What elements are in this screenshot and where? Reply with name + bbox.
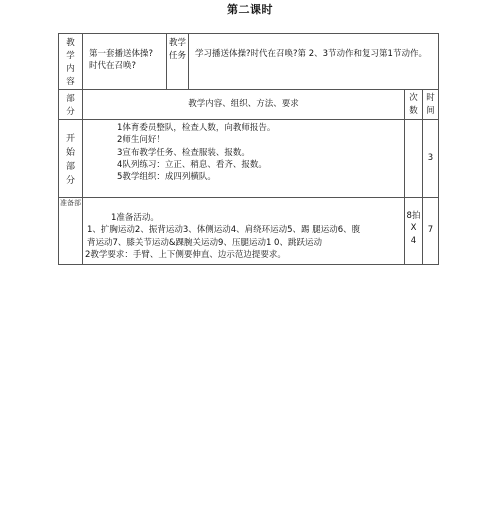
warmup-time: 7 xyxy=(423,198,439,265)
part-label: 部 分 xyxy=(59,90,83,120)
list-item: 5教学组织：成四列横队。 xyxy=(117,172,216,183)
count-label: 次 数 xyxy=(405,90,423,120)
header-row xyxy=(59,34,439,90)
opening-count xyxy=(405,120,423,198)
task-text: 学习播送体操?时代在召唤?第 2、3节动作和复习第1节动作。 xyxy=(189,34,439,90)
task-label: 教学 任务 xyxy=(167,34,189,90)
warmup-row xyxy=(59,198,439,265)
opening-content xyxy=(83,120,405,198)
warmup-content xyxy=(83,198,405,265)
column-header-row xyxy=(59,90,439,120)
list-item: 3宣布教学任务、检查服装、报数。 xyxy=(117,147,250,158)
list-item: 4队列练习：立正、稍息、看齐、报数。 xyxy=(117,159,267,170)
opening-label: 开 始 部 分 xyxy=(59,120,83,198)
list-item: 背运动7、膝关节运动&踝腕关运动9、压腿运动1 0、跳跃运动 xyxy=(87,237,322,248)
list-item: 2教学要求：手臂、上下侧要伸直、边示范边提要求。 xyxy=(85,249,286,260)
list-item: 1准备活动。 xyxy=(111,213,159,223)
list-item: 1体育委员整队，检查人数，向教师报告。 xyxy=(117,123,276,133)
warmup-count: 8拍 X 4 xyxy=(405,198,423,265)
page-title: 第二课时 xyxy=(227,3,273,16)
main-column-label: 教学内容、组织、方法、要求 xyxy=(83,90,405,120)
opening-row xyxy=(59,120,439,198)
lesson-plan-table xyxy=(58,33,439,265)
list-item: 1、扩胸运动2、振背运动3、体侧运动4、肩绕环运动5、踢 腿运动6、腹 xyxy=(87,225,361,236)
list-item: 2师生问好！ xyxy=(117,135,165,146)
opening-time: 3 xyxy=(423,120,439,198)
time-label: 时 间 xyxy=(423,90,439,120)
warmup-label: 准备部 xyxy=(59,198,83,265)
content-text: 第一套播送体操?时代在召唤? xyxy=(83,34,167,90)
content-label: 教 学 内 容 xyxy=(59,34,83,90)
